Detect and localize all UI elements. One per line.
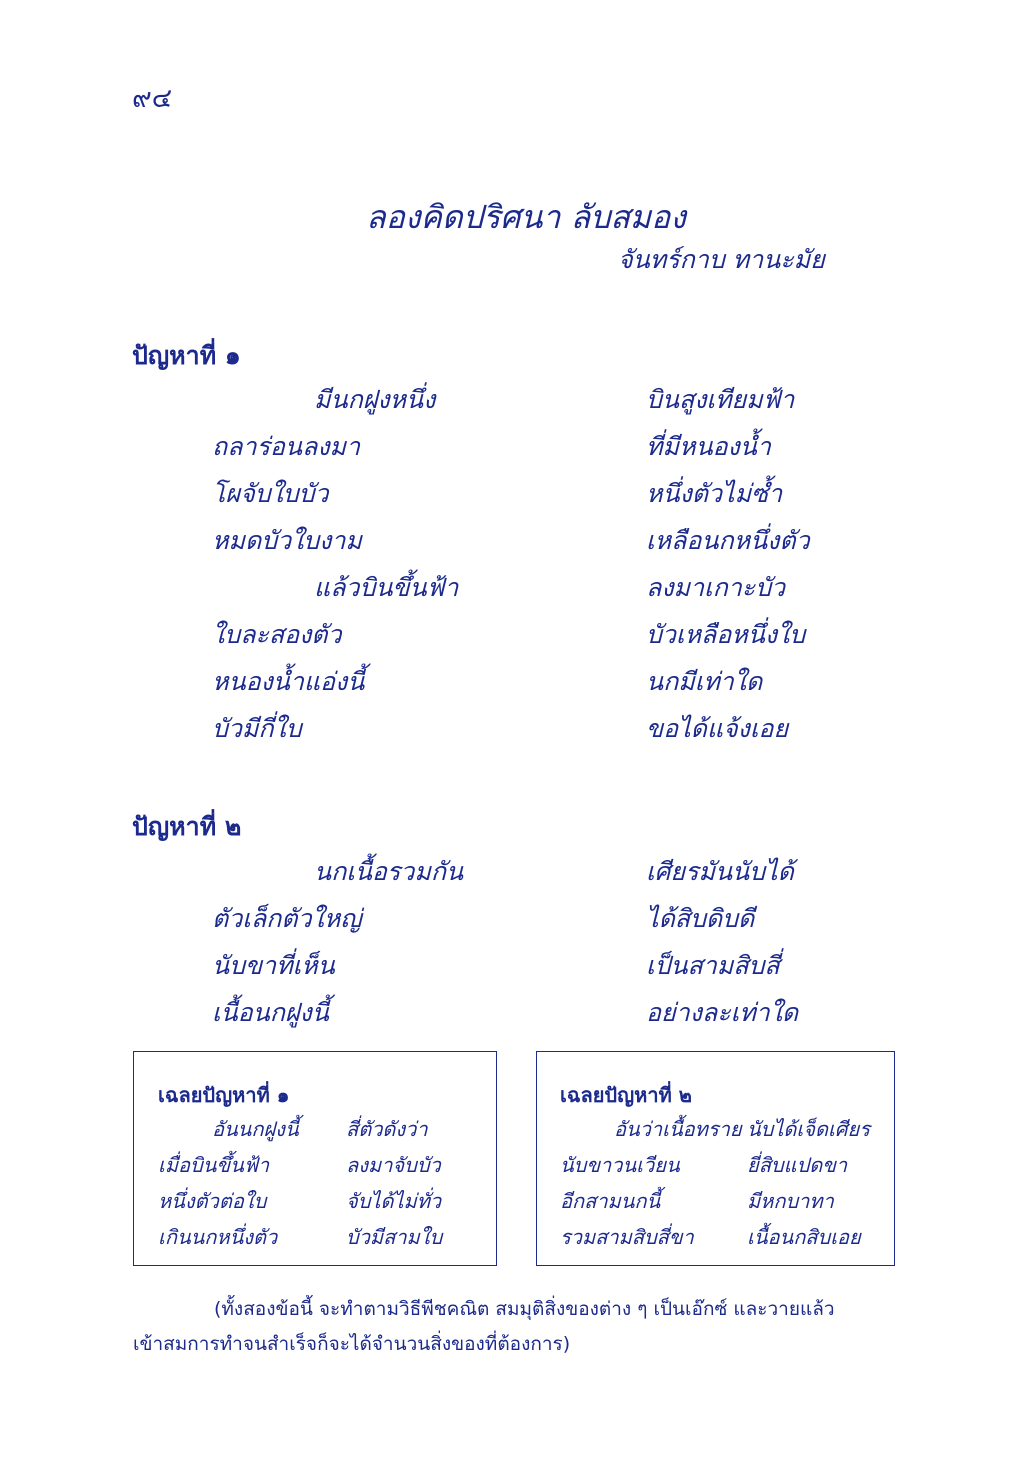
verse-right: นกมีเท่าใด xyxy=(646,667,763,696)
verse-right: บัวเหลือหนึ่งใบ xyxy=(646,620,806,649)
verse-right: เศียรมันนับได้ xyxy=(646,857,794,886)
verse-left: ตัวเล็กตัวใหญ่ xyxy=(212,904,362,933)
verse-left: บัวมีกี่ใบ xyxy=(212,714,302,743)
answer-2-heading: เฉลยปัญหาที่ ๒ xyxy=(560,1083,692,1107)
verse-left: ถลาร่อนลงมา xyxy=(212,432,361,461)
answer-line-right: นับได้เจ็ดเศียร xyxy=(747,1117,870,1141)
verse-left: หนองน้ำแอ่งนี้ xyxy=(212,667,365,696)
verse-left: นกเนื้อรวมกัน xyxy=(314,857,464,886)
answer-line-left: นับขาวนเวียน xyxy=(560,1153,680,1177)
verse-left: แล้วบินขึ้นฟ้า xyxy=(314,573,459,602)
verse-left: เนื้อนกฝูงนี้ xyxy=(212,998,329,1027)
verse-left: โผจับใบบัว xyxy=(212,479,329,508)
verse-left: ใบละสองตัว xyxy=(212,620,342,649)
page-title: ลองคิดปริศนา ลับสมอง xyxy=(366,198,686,236)
verse-right: บินสูงเทียมฟ้า xyxy=(646,385,795,414)
answer-line-right: มีหกบาทา xyxy=(747,1189,834,1213)
verse-left: มีนกฝูงหนึ่ง xyxy=(314,385,436,414)
verse-right: ที่มีหนองน้ำ xyxy=(646,432,771,461)
answer-line-left: อันว่าเนื้อทราย xyxy=(614,1117,742,1141)
answer-line-right: ลงมาจับบัว xyxy=(346,1153,441,1177)
answer-line-right: ยี่สิบแปดขา xyxy=(747,1153,848,1177)
answer-line-left: เกินนกหนึ่งตัว xyxy=(158,1225,278,1249)
note-line-2: เข้าสมการทำจนสำเร็จก็จะได้จำนวนสิ่งของที่ต้องการ) xyxy=(133,1333,571,1355)
verse-left: หมดบัวใบงาม xyxy=(212,526,362,555)
verse-left: นับขาที่เห็น xyxy=(212,951,335,980)
page-number: ๙๔ xyxy=(132,83,173,114)
answer-line-left: อันนกฝูงนี้ xyxy=(212,1117,299,1141)
answer-line-right: สี่ตัวดังว่า xyxy=(346,1117,428,1141)
answer-1-heading: เฉลยปัญหาที่ ๑ xyxy=(158,1083,290,1107)
answer-line-right: บัวมีสามใบ xyxy=(346,1225,443,1249)
answer-line-left: รวมสามสิบสี่ขา xyxy=(560,1225,694,1249)
verse-right: เป็นสามสิบสี่ xyxy=(646,951,780,980)
verse-right: เหลือนกหนึ่งตัว xyxy=(646,526,810,555)
verse-right: อย่างละเท่าใด xyxy=(646,998,799,1027)
problem-2-heading: ปัญหาที่ ๒ xyxy=(132,812,242,841)
verse-right: ลงมาเกาะบัว xyxy=(646,573,786,602)
answer-line-right: เนื้อนกสิบเอย xyxy=(747,1225,861,1249)
answer-line-left: เมื่อบินขึ้นฟ้า xyxy=(158,1153,270,1177)
verse-right: หนึ่งตัวไม่ซ้ำ xyxy=(646,479,783,508)
answer-line-left: อีกสามนกนี้ xyxy=(560,1189,661,1213)
answer-line-right: จับได้ไม่ทั่ว xyxy=(346,1189,442,1213)
answer-line-left: หนึ่งตัวต่อใบ xyxy=(158,1189,267,1213)
problem-1-heading: ปัญหาที่ ๑ xyxy=(132,341,241,370)
verse-right: ขอได้แจ้งเอย xyxy=(646,714,789,743)
verse-right: ได้สิบดิบดี xyxy=(646,904,755,933)
author-name: จันทร์กาบ ทานะมัย xyxy=(618,245,825,274)
note-line-1: (ทั้งสองข้อนี้ จะทำตามวิธีพีชคณิต สมมุติสิ่งของต่าง ๆ เป็นเอ๊กซ์ และวายแล้ว xyxy=(214,1298,835,1320)
